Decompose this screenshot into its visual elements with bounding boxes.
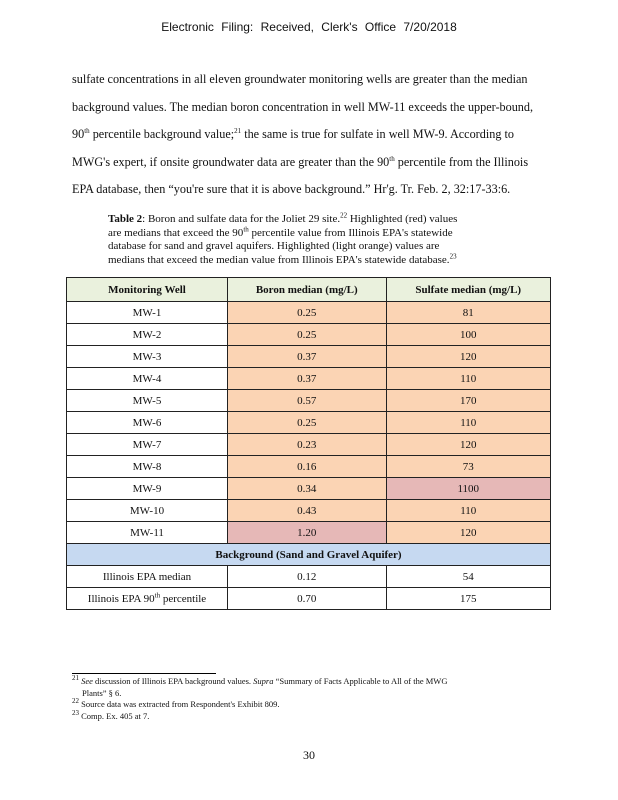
filing-header: Electronic Filing: Received, Clerk's Office 7/20/2018 xyxy=(161,20,457,34)
boron-cell: 0.37 xyxy=(228,368,387,390)
sulfate-cell: 120 xyxy=(386,522,551,544)
text: Supra xyxy=(253,676,274,686)
table-row xyxy=(67,346,551,368)
text: See xyxy=(81,676,93,686)
text: Highlighted (red) values xyxy=(347,213,458,225)
well-cell: MW-10 xyxy=(67,500,228,522)
boron-cell: 0.12 xyxy=(228,566,387,588)
text: Illinois EPA 90 xyxy=(87,592,155,605)
text: 90 xyxy=(72,127,85,141)
footnote-number: 22 xyxy=(72,697,79,706)
table-row xyxy=(67,434,551,456)
text: Comp. Ex. 405 at 7. xyxy=(79,710,150,721)
text: percentile from the Illinois xyxy=(394,154,529,169)
boron-cell: 0.16 xyxy=(228,456,387,478)
text: medians that exceed the median value from Illinois EPA's statewide database. xyxy=(108,253,450,266)
well-cell: MW-5 xyxy=(67,390,228,412)
well-cell: MW-2 xyxy=(67,324,228,346)
footnote-number: 21 xyxy=(72,674,79,683)
table-row xyxy=(67,324,551,346)
table-header-row xyxy=(67,278,551,302)
text: database for sand and gravel aquifers. Highlighted (light orange) values are xyxy=(108,240,440,253)
footnotes xyxy=(72,676,542,722)
sulfate-cell: 110 xyxy=(386,412,551,434)
sup: th xyxy=(84,126,90,135)
sulfate-cell: 100 xyxy=(386,324,551,346)
caption-label: Table 2 xyxy=(108,213,143,225)
well-cell: MW-4 xyxy=(67,368,228,390)
table-row xyxy=(67,522,551,544)
text: discussion of Illinois EPA background values. xyxy=(92,676,254,686)
text: Plants” § 6. xyxy=(82,687,122,698)
table-row xyxy=(67,368,551,390)
sulfate-cell: 120 xyxy=(386,346,551,368)
sup: th xyxy=(243,224,249,233)
well-cell: MW-11 xyxy=(67,522,228,544)
boron-cell: 1.20 xyxy=(228,522,387,544)
para-line: sulfate concentrations in all eleven groundwater monitoring wells are greater than the median xyxy=(72,72,528,86)
footnote-ref[interactable]: 21 xyxy=(234,126,242,135)
background-section-row xyxy=(67,544,551,566)
sup: th xyxy=(154,590,161,599)
footnote xyxy=(72,699,542,711)
sulfate-cell: 175 xyxy=(386,588,551,610)
well-cell: MW-1 xyxy=(67,302,228,324)
well-cell: MW-6 xyxy=(67,412,228,434)
col-header: Boron median (mg/L) xyxy=(228,278,387,302)
table-row xyxy=(67,456,551,478)
text: Source data was extracted from Respondent's Exhibit 809. xyxy=(79,699,280,709)
table-caption xyxy=(108,213,508,267)
text: : Boron and sulfate data for the Joliet 29 site. xyxy=(142,213,341,225)
sulfate-cell: 81 xyxy=(386,302,551,324)
well-cell: MW-8 xyxy=(67,456,228,478)
footnote-divider xyxy=(72,673,216,674)
table-row xyxy=(67,588,551,610)
sulfate-cell: 170 xyxy=(386,390,551,412)
body-paragraph xyxy=(72,66,552,204)
text: the same is true for sulfate in well MW-9. According to xyxy=(241,127,514,141)
table-row xyxy=(67,478,551,500)
data-table xyxy=(66,277,551,610)
text: percentile value from Illinois EPA's statewide xyxy=(248,226,453,239)
text: are medians that exceed the 90 xyxy=(108,226,244,239)
sulfate-cell: 73 xyxy=(386,456,551,478)
bg-label: Illinois EPA median xyxy=(67,566,228,588)
sup: th xyxy=(389,154,395,163)
table-row xyxy=(67,566,551,588)
text: percentile background value; xyxy=(89,127,235,141)
table-row xyxy=(67,500,551,522)
sulfate-cell: 120 xyxy=(386,434,551,456)
text: “Summary of Facts Applicable to All of the MWG xyxy=(273,676,448,686)
text: MWG's expert, if onsite groundwater data are greater than the 90 xyxy=(72,154,390,169)
boron-cell: 0.23 xyxy=(228,434,387,456)
para-line: background values. The median boron concentration in well MW-11 exceeds the upper-bound, xyxy=(72,99,534,114)
footnote-ref[interactable]: 23 xyxy=(449,252,457,261)
boron-cell: 0.37 xyxy=(228,346,387,368)
table-row xyxy=(67,302,551,324)
page-number: 30 xyxy=(303,748,315,762)
boron-cell: 0.70 xyxy=(228,588,387,610)
footnote xyxy=(72,708,542,723)
footnote-number: 23 xyxy=(72,708,79,717)
col-header: Monitoring Well xyxy=(67,278,228,302)
table-row xyxy=(67,412,551,434)
well-cell: MW-7 xyxy=(67,434,228,456)
boron-cell: 0.43 xyxy=(228,500,387,522)
col-header: Sulfate median (mg/L) xyxy=(386,278,551,302)
text: percentile xyxy=(160,592,207,605)
sulfate-cell: 54 xyxy=(386,566,551,588)
boron-cell: 0.25 xyxy=(228,412,387,434)
table-row xyxy=(67,390,551,412)
sulfate-cell: 110 xyxy=(386,500,551,522)
bg-label xyxy=(67,588,228,610)
para-line: EPA database, then “you're sure that it is above background.” Hr'g. Tr. Feb. 2, 32:17-33:6. xyxy=(72,182,511,196)
boron-cell: 0.34 xyxy=(228,478,387,500)
boron-cell: 0.25 xyxy=(228,302,387,324)
background-title: Background (Sand and Gravel Aquifer) xyxy=(67,544,551,566)
well-cell: MW-3 xyxy=(67,346,228,368)
para-line xyxy=(72,121,552,149)
sulfate-cell: 1100 xyxy=(386,478,551,500)
footnote xyxy=(72,676,542,688)
sulfate-cell: 110 xyxy=(386,368,551,390)
boron-cell: 0.57 xyxy=(228,390,387,412)
well-cell: MW-9 xyxy=(67,478,228,500)
footnote-ref[interactable]: 22 xyxy=(340,211,348,220)
boron-cell: 0.25 xyxy=(228,324,387,346)
para-line xyxy=(72,149,552,177)
